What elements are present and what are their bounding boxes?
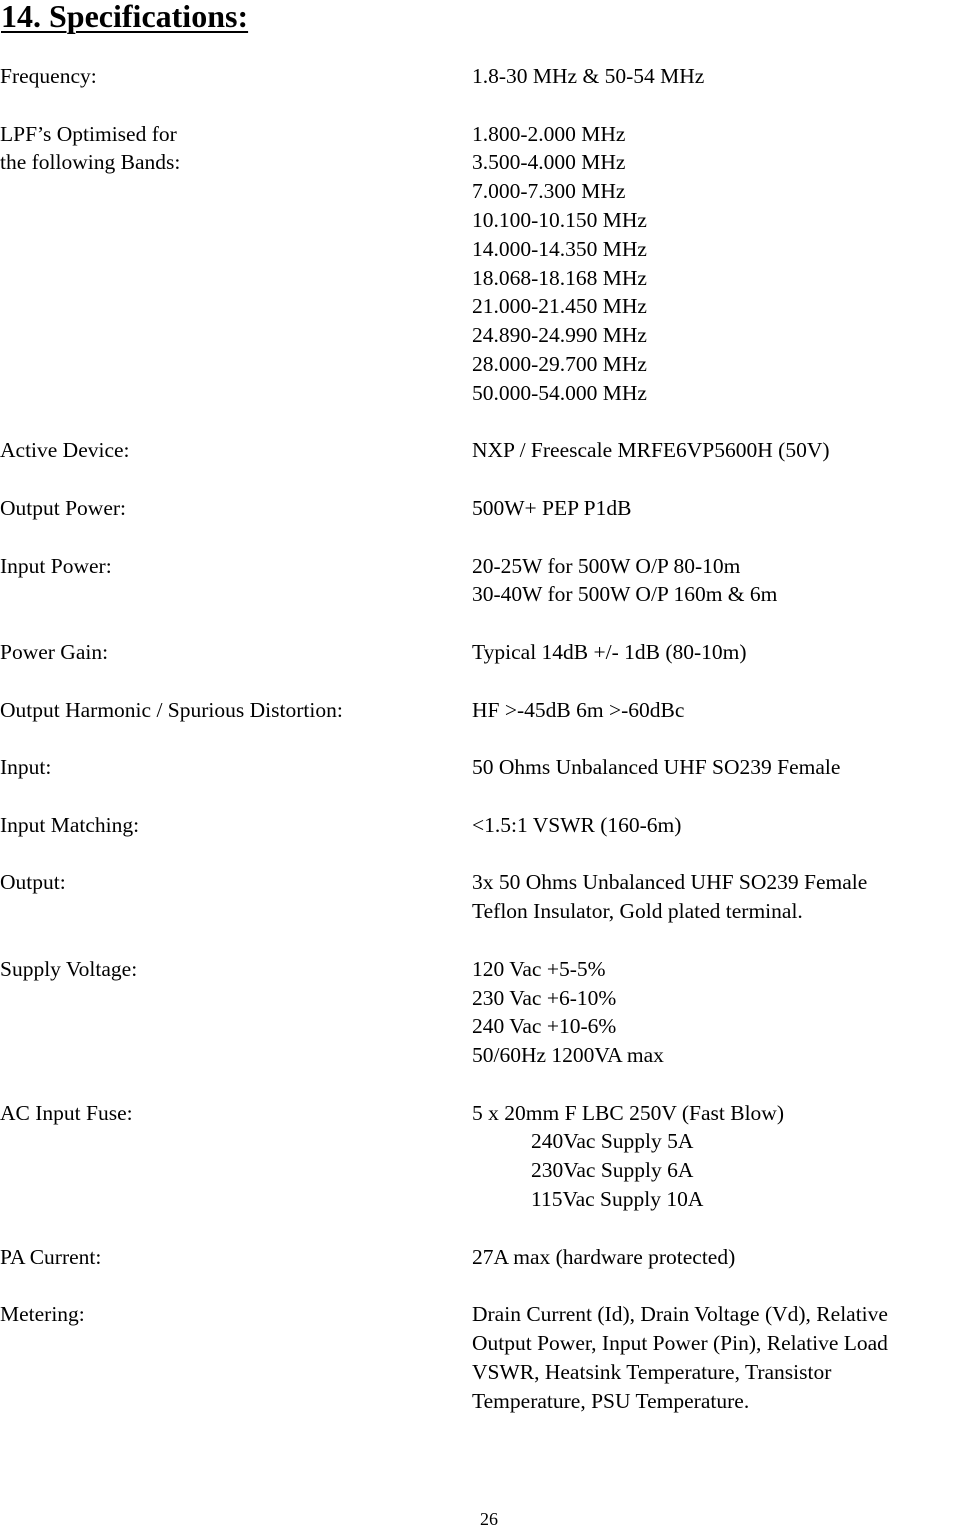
spec-label	[0, 494, 472, 523]
specifications-list	[0, 62, 958, 1444]
spec-value-line: 50/60Hz 1200VA max	[472, 1043, 664, 1068]
spec-label-line: PA Current:	[0, 1244, 102, 1269]
page-number: 26	[480, 1509, 498, 1529]
spec-row-metering	[0, 1300, 958, 1415]
spec-label-line: AC Input Fuse:	[0, 1100, 133, 1125]
spec-row-input-power	[0, 552, 958, 610]
spec-label	[0, 638, 472, 667]
spec-row-power-gain	[0, 638, 958, 667]
spec-row-input-matching	[0, 811, 958, 840]
spec-label	[0, 1099, 472, 1128]
page-title: 14. Specifications:	[1, 0, 249, 34]
spec-value	[472, 811, 958, 840]
spec-value-line: 500W+ PEP P1dB	[472, 495, 632, 520]
spec-label	[0, 696, 472, 725]
spec-label	[0, 811, 472, 840]
spec-label	[0, 955, 472, 984]
spec-label-line: LPF’s Optimised for	[0, 121, 177, 146]
spec-label-line: Output Power:	[0, 495, 127, 520]
spec-value	[472, 552, 958, 610]
spec-value	[472, 1099, 958, 1214]
spec-label-line: Input Matching:	[0, 812, 140, 837]
spec-value	[472, 753, 958, 782]
spec-value-line: NXP / Freescale MRFE6VP5600H (50V)	[472, 438, 830, 463]
spec-label-line: Metering:	[0, 1302, 85, 1327]
spec-value	[472, 494, 958, 523]
spec-label	[0, 62, 472, 91]
spec-value-line: 21.000-21.450 MHz	[472, 294, 647, 319]
spec-value	[472, 955, 958, 1070]
spec-value	[472, 1300, 958, 1415]
spec-value-line: HF >-45dB 6m >-60dBc	[472, 697, 685, 722]
spec-label	[0, 552, 472, 581]
spec-row-output-power	[0, 494, 958, 523]
spec-value-line: 50 Ohms Unbalanced UHF SO239 Female	[472, 755, 841, 780]
spec-value	[472, 696, 958, 725]
spec-value	[472, 62, 958, 91]
spec-value-line: 10.100-10.150 MHz	[472, 207, 647, 232]
spec-value-line: 24.890-24.990 MHz	[472, 323, 647, 348]
spec-value	[472, 120, 958, 408]
spec-label	[0, 868, 472, 897]
spec-label-line: Output:	[0, 870, 66, 895]
spec-value-line: 1.800-2.000 MHz	[472, 121, 626, 146]
spec-value-line: 240 Vac +10-6%	[472, 1014, 617, 1039]
spec-value-line: 240Vac Supply 5A	[531, 1129, 694, 1154]
spec-label-line: Power Gain:	[0, 639, 109, 664]
spec-label-line: Output Harmonic / Spurious Distortion:	[0, 697, 343, 722]
spec-label	[0, 753, 472, 782]
spec-row-input	[0, 753, 958, 782]
spec-row-frequency	[0, 62, 958, 91]
spec-value-line: 230Vac Supply 6A	[531, 1158, 694, 1183]
spec-value-line: Output Power, Input Power (Pin), Relative Load	[472, 1331, 888, 1356]
spec-row-pa-current	[0, 1243, 958, 1272]
spec-row-ac-input-fuse	[0, 1099, 958, 1214]
spec-label-line: the following Bands:	[0, 150, 181, 175]
spec-value-line: 3x 50 Ohms Unbalanced UHF SO239 Female	[472, 870, 868, 895]
spec-label	[0, 1300, 472, 1329]
spec-value-line: 50.000-54.000 MHz	[472, 380, 647, 405]
spec-value-line: 28.000-29.700 MHz	[472, 351, 647, 376]
spec-label-line: Active Device:	[0, 438, 130, 463]
spec-label	[0, 436, 472, 465]
spec-value-line: <1.5:1 VSWR (160-6m)	[472, 812, 682, 837]
spec-value	[472, 436, 958, 465]
spec-label-line: Frequency:	[0, 64, 97, 88]
spec-value-line: VSWR, Heatsink Temperature, Transistor	[472, 1359, 832, 1384]
spec-row-output	[0, 868, 958, 926]
spec-value-line: 5 x 20mm F LBC 250V (Fast Blow)	[472, 1100, 784, 1125]
spec-value-line: Teflon Insulator, Gold plated terminal.	[472, 899, 803, 924]
spec-value-line: 30-40W for 500W O/P 160m & 6m	[472, 582, 778, 607]
spec-value	[472, 1243, 958, 1272]
spec-label-line: Supply Voltage:	[0, 956, 138, 981]
spec-value-line: Typical 14dB +/- 1dB (80-10m)	[472, 639, 747, 664]
spec-value-line: 27A max (hardware protected)	[472, 1244, 736, 1269]
spec-label	[0, 120, 472, 178]
spec-value-line: 1.8-30 MHz & 50-54 MHz	[472, 64, 705, 88]
spec-value-line: 7.000-7.300 MHz	[472, 179, 626, 204]
spec-label	[0, 1243, 472, 1272]
spec-row-active-device	[0, 436, 958, 465]
spec-value-line: 18.068-18.168 MHz	[472, 265, 647, 290]
spec-row-supply-voltage	[0, 955, 958, 1070]
spec-value	[472, 638, 958, 667]
spec-value-line: 20-25W for 500W O/P 80-10m	[472, 553, 741, 578]
spec-value-line: Temperature, PSU Temperature.	[472, 1388, 750, 1413]
spec-label-line: Input:	[0, 755, 52, 780]
spec-value-line: 115Vac Supply 10A	[531, 1187, 704, 1212]
spec-value-line: Drain Current (Id), Drain Voltage (Vd), Relative	[472, 1302, 888, 1327]
spec-row-lpf-bands	[0, 120, 958, 408]
spec-value	[472, 868, 958, 926]
spec-value-line: 120 Vac +5-5%	[472, 956, 606, 981]
spec-label-line: Input Power:	[0, 553, 112, 578]
spec-value-line: 230 Vac +6-10%	[472, 985, 617, 1010]
spec-row-harmonic-distortion	[0, 696, 958, 725]
spec-value-line: 3.500-4.000 MHz	[472, 150, 626, 175]
spec-value-line: 14.000-14.350 MHz	[472, 236, 647, 261]
